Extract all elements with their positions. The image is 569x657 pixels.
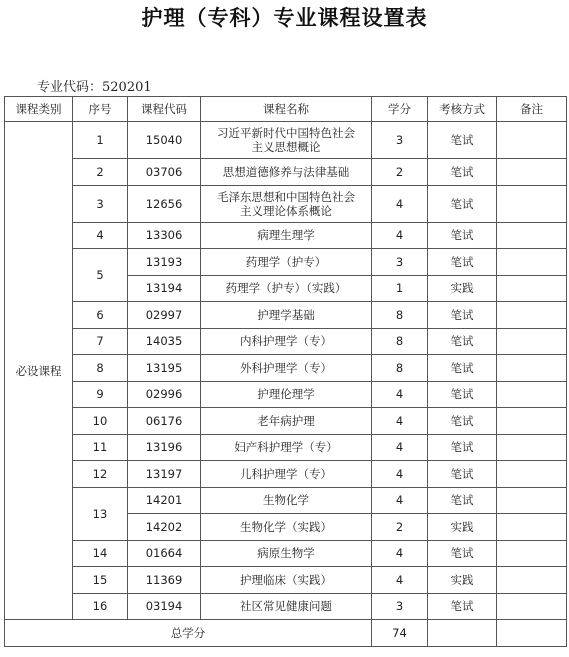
- course-name-cell: [201, 461, 372, 488]
- category-cell: 必设课程: [5, 122, 73, 620]
- seq-cell: 11: [73, 434, 128, 461]
- course-name-cell: [201, 122, 372, 159]
- course-name-line: 生物化学（实践）: [240, 519, 332, 534]
- credit-cell: 8: [372, 302, 428, 329]
- course-name-line: 病理生理学: [257, 228, 315, 243]
- seq-cell: 1: [73, 122, 128, 159]
- course-code-cell: 03706: [128, 159, 201, 186]
- exam-method-cell: 实践: [428, 514, 497, 541]
- note-cell: [497, 540, 567, 567]
- course-name-cell: [201, 434, 372, 461]
- header-category: 课程类别: [5, 97, 73, 122]
- exam-method-cell: 笔试: [428, 302, 497, 329]
- course-name-cell: [201, 185, 372, 222]
- exam-method-cell: 笔试: [428, 328, 497, 355]
- seq-cell: 13: [73, 487, 128, 540]
- exam-method-cell: 笔试: [428, 122, 497, 159]
- course-name-cell: [201, 302, 372, 329]
- note-cell: [497, 159, 567, 186]
- course-code-cell: 14035: [128, 328, 201, 355]
- course-code-cell: 13196: [128, 434, 201, 461]
- table-row: [5, 567, 567, 594]
- header-exam: 考核方式: [428, 97, 497, 122]
- course-code-cell: 13197: [128, 461, 201, 488]
- note-cell: [497, 593, 567, 620]
- total-label: 总学分: [5, 620, 372, 647]
- table-row: [5, 185, 567, 222]
- course-name-line: 毛泽东思想和中国特色社会: [217, 189, 355, 204]
- table-row: [5, 302, 567, 329]
- header-row: [5, 97, 567, 122]
- header-credit: 学分: [372, 97, 428, 122]
- course-name-cell: [201, 381, 372, 408]
- table-row: [5, 222, 567, 249]
- exam-method-cell: 实践: [428, 275, 497, 302]
- course-code-cell: 01664: [128, 540, 201, 567]
- credit-cell: 8: [372, 355, 428, 382]
- course-name-cell: [201, 514, 372, 541]
- course-name-cell: [201, 540, 372, 567]
- course-code-cell: 13193: [128, 249, 201, 276]
- course-code-cell: 14201: [128, 487, 201, 514]
- page-title: 护理（专科）专业课程设置表: [141, 6, 428, 30]
- total-exam-cell: [428, 620, 497, 647]
- header-name: 课程名称: [201, 97, 372, 122]
- note-cell: [497, 487, 567, 514]
- table-row: [5, 487, 567, 514]
- table-row: [5, 355, 567, 382]
- exam-method-cell: 笔试: [428, 159, 497, 186]
- note-cell: [497, 275, 567, 302]
- credit-cell: 8: [372, 328, 428, 355]
- course-code-cell: 11369: [128, 567, 201, 594]
- credit-cell: 4: [372, 434, 428, 461]
- note-cell: [497, 302, 567, 329]
- credit-cell: 3: [372, 249, 428, 276]
- exam-method-cell: 笔试: [428, 408, 497, 435]
- note-cell: [497, 249, 567, 276]
- table-row: [5, 122, 567, 159]
- note-cell: [497, 434, 567, 461]
- seq-cell: 5: [73, 249, 128, 302]
- table-row: [5, 540, 567, 567]
- course-name-line: 病原生物学: [257, 546, 315, 561]
- exam-method-cell: 笔试: [428, 185, 497, 222]
- note-cell: [497, 122, 567, 159]
- exam-method-cell: 实践: [428, 567, 497, 594]
- course-name-cell: [201, 355, 372, 382]
- exam-method-cell: 笔试: [428, 355, 497, 382]
- course-code-cell: 03194: [128, 593, 201, 620]
- credit-cell: 4: [372, 487, 428, 514]
- seq-cell: 12: [73, 461, 128, 488]
- course-name-line: 护理学基础: [257, 307, 315, 322]
- note-cell: [497, 567, 567, 594]
- major-code-value: 520201: [102, 80, 152, 95]
- exam-method-cell: 笔试: [428, 434, 497, 461]
- course-name-line: 思想道德修养与法律基础: [222, 164, 350, 179]
- credit-cell: 4: [372, 567, 428, 594]
- header-code: 课程代码: [128, 97, 201, 122]
- table-row: [5, 159, 567, 186]
- course-name-line: 妇产科护理学（专）: [234, 440, 338, 455]
- major-code-label: 专业代码：: [37, 80, 103, 95]
- course-name-line: 外科护理学（专）: [240, 360, 332, 375]
- seq-cell: 4: [73, 222, 128, 249]
- course-name-cell: [201, 222, 372, 249]
- course-name-cell: [201, 159, 372, 186]
- exam-method-cell: 笔试: [428, 249, 497, 276]
- course-name-line: 儿科护理学（专）: [240, 466, 332, 481]
- course-code-cell: 06176: [128, 408, 201, 435]
- credit-cell: 4: [372, 185, 428, 222]
- note-cell: [497, 408, 567, 435]
- exam-method-cell: 笔试: [428, 487, 497, 514]
- note-cell: [497, 355, 567, 382]
- course-code-cell: 02996: [128, 381, 201, 408]
- credit-cell: 4: [372, 222, 428, 249]
- course-name-cell: [201, 593, 372, 620]
- note-cell: [497, 461, 567, 488]
- seq-cell: 2: [73, 159, 128, 186]
- course-name-line: 主义思想概论: [251, 140, 321, 154]
- course-name-cell: [201, 408, 372, 435]
- credit-cell: 4: [372, 381, 428, 408]
- course-code-cell: 12656: [128, 185, 201, 222]
- course-name-cell: [201, 328, 372, 355]
- seq-cell: 8: [73, 355, 128, 382]
- exam-method-cell: 笔试: [428, 593, 497, 620]
- credit-cell: 3: [372, 593, 428, 620]
- seq-cell: 9: [73, 381, 128, 408]
- seq-cell: 15: [73, 567, 128, 594]
- course-name-line: 内科护理学（专）: [240, 334, 332, 349]
- seq-cell: 14: [73, 540, 128, 567]
- table-row: [5, 408, 567, 435]
- exam-method-cell: 笔试: [428, 222, 497, 249]
- table-row: [5, 593, 567, 620]
- seq-cell: 10: [73, 408, 128, 435]
- total-note-cell: [497, 620, 567, 647]
- header-seq: 序号: [73, 97, 128, 122]
- credit-cell: 4: [372, 461, 428, 488]
- course-name-line: 社区常见健康问题: [240, 599, 332, 614]
- course-code-cell: 15040: [128, 122, 201, 159]
- credit-cell: 2: [372, 514, 428, 541]
- note-cell: [497, 185, 567, 222]
- seq-cell: 7: [73, 328, 128, 355]
- course-name-cell: [201, 567, 372, 594]
- course-name-line: 老年病护理: [257, 413, 315, 428]
- credit-cell: 1: [372, 275, 428, 302]
- table-row: [5, 328, 567, 355]
- course-code-cell: 13194: [128, 275, 201, 302]
- course-name-line: 生物化学: [263, 493, 309, 508]
- table-row: [5, 434, 567, 461]
- course-name-line: 护理伦理学: [257, 387, 315, 402]
- course-name-cell: [201, 249, 372, 276]
- major-code-line: [37, 76, 152, 95]
- course-code-cell: 02997: [128, 302, 201, 329]
- total-row: [5, 620, 567, 647]
- exam-method-cell: 笔试: [428, 540, 497, 567]
- total-credit: 74: [372, 620, 428, 647]
- table-row: [5, 461, 567, 488]
- course-code-cell: 13195: [128, 355, 201, 382]
- exam-method-cell: 笔试: [428, 461, 497, 488]
- seq-cell: 16: [73, 593, 128, 620]
- credit-cell: 3: [372, 122, 428, 159]
- course-table: [4, 96, 567, 647]
- course-name-line: 护理临床（实践）: [240, 572, 332, 587]
- table-row: [5, 381, 567, 408]
- course-name-line: 主义理论体系概论: [240, 203, 332, 218]
- course-name-line: 药理学（护专）（实践）: [225, 281, 347, 296]
- note-cell: [497, 514, 567, 541]
- course-name-line: 习近平新时代中国特色社会: [217, 126, 355, 140]
- seq-cell: 3: [73, 185, 128, 222]
- credit-cell: 4: [372, 540, 428, 567]
- course-name-cell: [201, 275, 372, 302]
- course-name-cell: [201, 487, 372, 514]
- seq-cell: 6: [73, 302, 128, 329]
- note-cell: [497, 222, 567, 249]
- credit-cell: 4: [372, 408, 428, 435]
- note-cell: [497, 381, 567, 408]
- exam-method-cell: 笔试: [428, 381, 497, 408]
- header-note: 备注: [497, 97, 567, 122]
- course-name-line: 药理学（护专）: [245, 254, 327, 269]
- note-cell: [497, 328, 567, 355]
- table-row: [5, 249, 567, 276]
- course-code-cell: 14202: [128, 514, 201, 541]
- credit-cell: 2: [372, 159, 428, 186]
- course-code-cell: 13306: [128, 222, 201, 249]
